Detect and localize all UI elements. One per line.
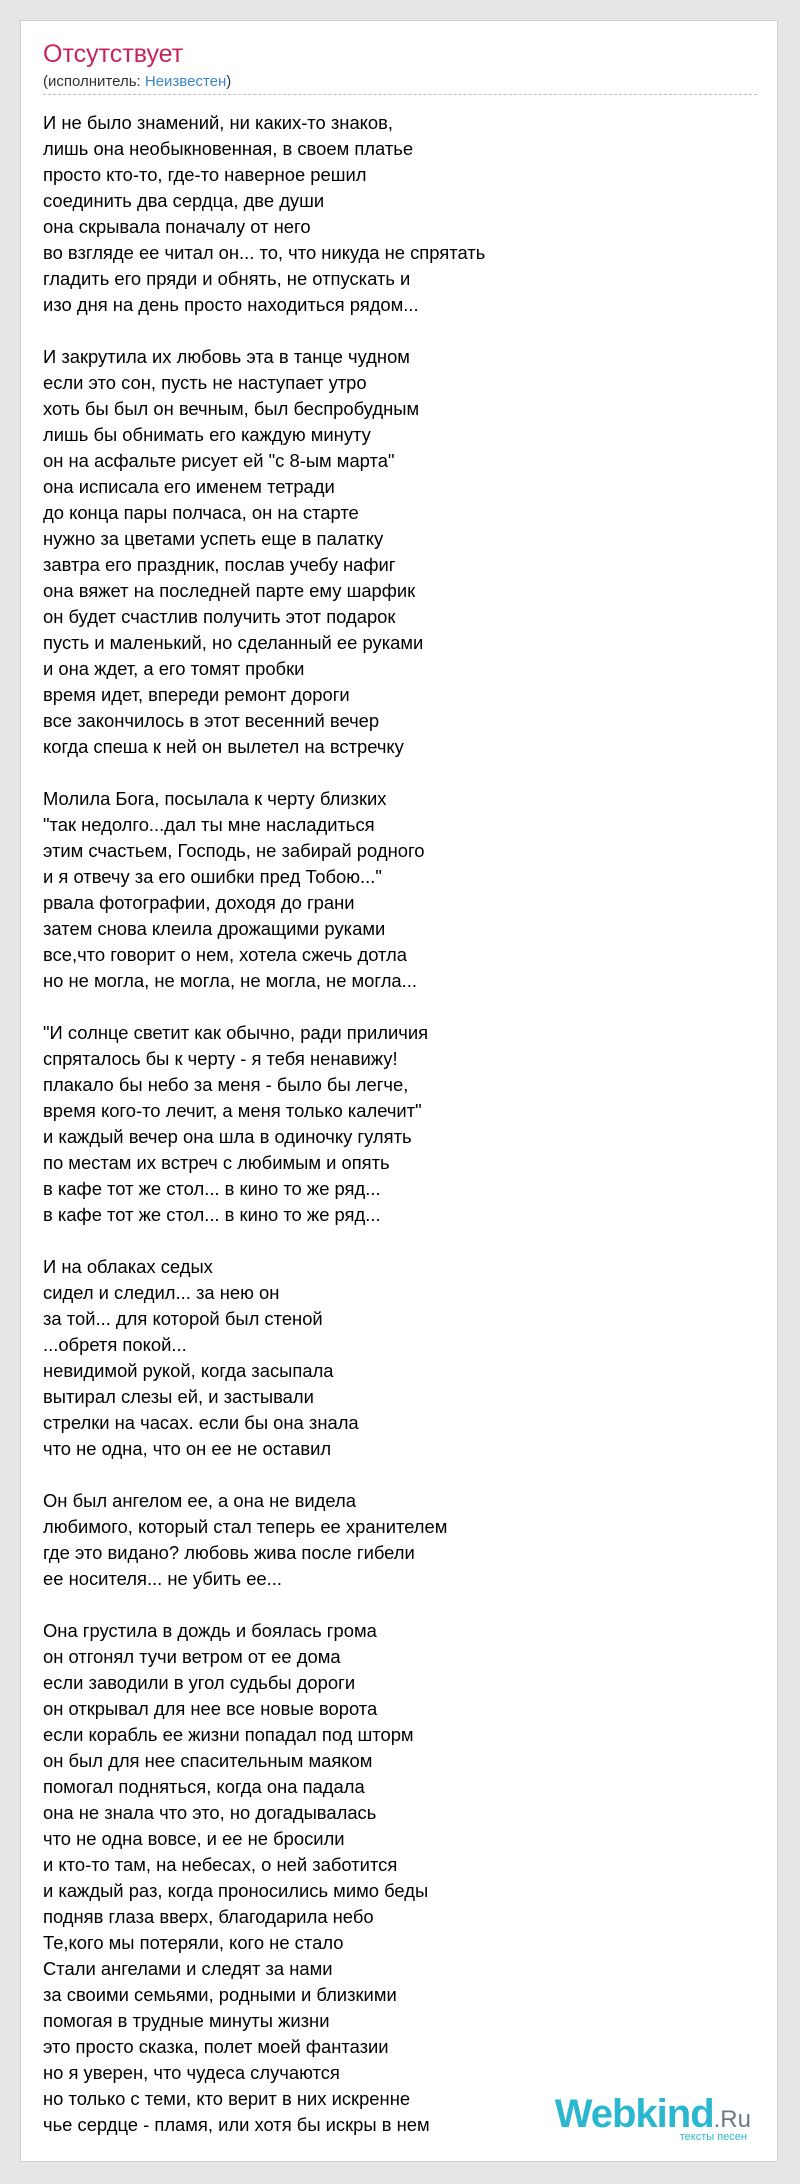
lyric-line: спряталось бы к черту - я тебя ненавижу! (43, 1048, 398, 1069)
lyrics-card (20, 20, 778, 2162)
performer-prefix: (исполнитель: (43, 73, 145, 90)
lyric-line: чье сердце - пламя, или хотя бы искры в нем (43, 2114, 430, 2135)
lyric-line: но только с теми, кто верит в них искренне (43, 2088, 411, 2109)
lyric-line: Стали ангелами и следят за нами (43, 1958, 333, 1979)
lyric-line: И закрутила их любовь эта в танце чудном (43, 346, 410, 367)
lyric-line: если это сон, пусть не наступает утро (43, 372, 367, 393)
lyric-line: но я уверен, что чудеса случаются (43, 2062, 340, 2083)
lyric-line: и она ждет, а его томят пробки (43, 658, 305, 679)
webkind-brand-tld: .Ru (713, 2106, 751, 2133)
lyric-line: плакало бы небо за меня - было бы легче, (43, 1074, 409, 1095)
performer-line (43, 73, 231, 91)
lyric-line: она не знала что это, но догадывалась (43, 1802, 377, 1823)
lyric-line: пусть и маленький, но сделанный ее руками (43, 632, 424, 653)
lyric-line: в кафе тот же стол... в кино то же ряд... (43, 1204, 381, 1225)
lyric-line: если корабль ее жизни попадал под шторм (43, 1724, 414, 1745)
stanza-break (43, 760, 753, 786)
lyric-line: помогал подняться, когда она падала (43, 1776, 365, 1797)
lyric-line: "И солнце светит как обычно, ради приличия (43, 1022, 429, 1043)
lyric-line: Он был ангелом ее, а она не видела (43, 1490, 356, 1511)
lyric-line: время идет, впереди ремонт дороги (43, 684, 350, 705)
lyric-line: Те,кого мы потеряли, кого не стало (43, 1932, 344, 1953)
lyric-line: любимого, который стал теперь ее хранителем (43, 1516, 448, 1537)
lyric-line: этим счастьем, Господь, не забирай родного (43, 840, 425, 861)
lyric-line: соединить два сердца, две души (43, 190, 325, 211)
lyric-line: нужно за цветами успеть еще в палатку (43, 528, 384, 549)
lyric-line: он открывал для нее все новые ворота (43, 1698, 378, 1719)
lyric-line: подняв глаза вверх, благодарила небо (43, 1906, 374, 1927)
lyric-line: рвала фотографии, доходя до грани (43, 892, 355, 913)
lyric-line: она вяжет на последней парте ему шарфик (43, 580, 416, 601)
lyric-line: все,что говорит о нем, хотела сжечь дотла (43, 944, 408, 965)
lyric-line: за своими семьями, родными и близкими (43, 1984, 397, 2005)
lyric-line: где это видано? любовь жива после гибели (43, 1542, 415, 1563)
lyric-line: он отгонял тучи ветром от ее дома (43, 1646, 341, 1667)
lyric-line: изо дня на день просто находиться рядом... (43, 294, 419, 315)
lyric-line: время кого-то лечит, а меня только калечит" (43, 1100, 422, 1121)
lyric-line: завтра его праздник, послав учебу нафиг (43, 554, 396, 575)
lyric-line: за той... для которой был стеной (43, 1308, 323, 1329)
song-title: Отсутствует (43, 40, 184, 68)
webkind-tagline: тексты песен (679, 2131, 747, 2143)
lyric-line: стрелки на часах. если бы она знала (43, 1412, 359, 1433)
stanza-break (43, 1592, 753, 1618)
divider (43, 94, 757, 95)
lyric-line: она скрывала поначалу от него (43, 216, 311, 237)
lyric-line: но не могла, не могла, не могла, не могла... (43, 970, 417, 991)
lyric-line: во взгляде ее читал он... то, что никуда не спрятать (43, 242, 486, 263)
webkind-brand-name: Webkind (554, 2092, 714, 2136)
lyric-line: вытирал слезы ей, и застывали (43, 1386, 314, 1407)
lyric-line: он на асфальте рисует ей "с 8-ым марта" (43, 450, 395, 471)
lyric-line: он был для нее спасительным маяком (43, 1750, 373, 1771)
lyric-line: "так недолго...дал ты мне насладиться (43, 814, 375, 835)
lyric-line: и каждый раз, когда проносились мимо беды (43, 1880, 429, 1901)
performer-suffix: ) (226, 73, 232, 90)
lyric-line: когда спеша к ней он вылетел на встречку (43, 736, 404, 757)
webkind-logo[interactable] (551, 2093, 751, 2143)
lyric-line: невидимой рукой, когда засыпала (43, 1360, 334, 1381)
stanza-break (43, 1228, 753, 1254)
lyric-line: помогая в трудные минуты жизни (43, 2010, 330, 2031)
lyric-line: она исписала его именем тетради (43, 476, 335, 497)
lyric-line: затем снова клеила дрожащими руками (43, 918, 386, 939)
lyric-line: лишь бы обнимать его каждую минуту (43, 424, 371, 445)
lyric-line: что не одна, что он ее не оставил (43, 1438, 332, 1459)
lyric-line: и я отвечу за его ошибки пред Тобою..." (43, 866, 382, 887)
lyric-line: ее носителя... не убить ее... (43, 1568, 282, 1589)
lyric-line: И на облаках седых (43, 1256, 213, 1277)
lyric-line: И не было знамений, ни каких-то знаков, (43, 112, 394, 133)
lyric-line: по местам их встреч с любимым и опять (43, 1152, 390, 1173)
lyric-line: Она грустила в дождь и боялась грома (43, 1620, 377, 1641)
lyric-line: хоть бы был он вечным, был беспробудным (43, 398, 420, 419)
lyric-line: и кто-то там, на небесах, о ней заботится (43, 1854, 398, 1875)
lyric-line: в кафе тот же стол... в кино то же ряд... (43, 1178, 381, 1199)
lyric-line: что не одна вовсе, и ее не бросили (43, 1828, 345, 1849)
lyrics-text (43, 110, 753, 2138)
lyric-line: он будет счастлив получить этот подарок (43, 606, 396, 627)
stanza-break (43, 1462, 753, 1488)
lyric-line: гладить его пряди и обнять, не отпускать и (43, 268, 411, 289)
lyric-line: сидел и следил... за нею он (43, 1282, 280, 1303)
stanza-break (43, 994, 753, 1020)
lyric-line: просто кто-то, где-то наверное решил (43, 164, 367, 185)
lyric-line: Молила Бога, посылала к черту близких (43, 788, 387, 809)
stanza-break (43, 318, 753, 344)
lyric-line: ...обретя покой... (43, 1334, 187, 1355)
lyric-line: это просто сказка, полет моей фантазии (43, 2036, 389, 2057)
lyric-line: и каждый вечер она шла в одиночку гулять (43, 1126, 412, 1147)
lyric-line: до конца пары полчаса, он на старте (43, 502, 359, 523)
lyric-line: лишь она необыкновенная, в своем платье (43, 138, 414, 159)
lyric-line: все закончилось в этот весенний вечер (43, 710, 380, 731)
performer-link[interactable]: Неизвестен (144, 73, 227, 90)
lyric-line: если заводили в угол судьбы дороги (43, 1672, 356, 1693)
